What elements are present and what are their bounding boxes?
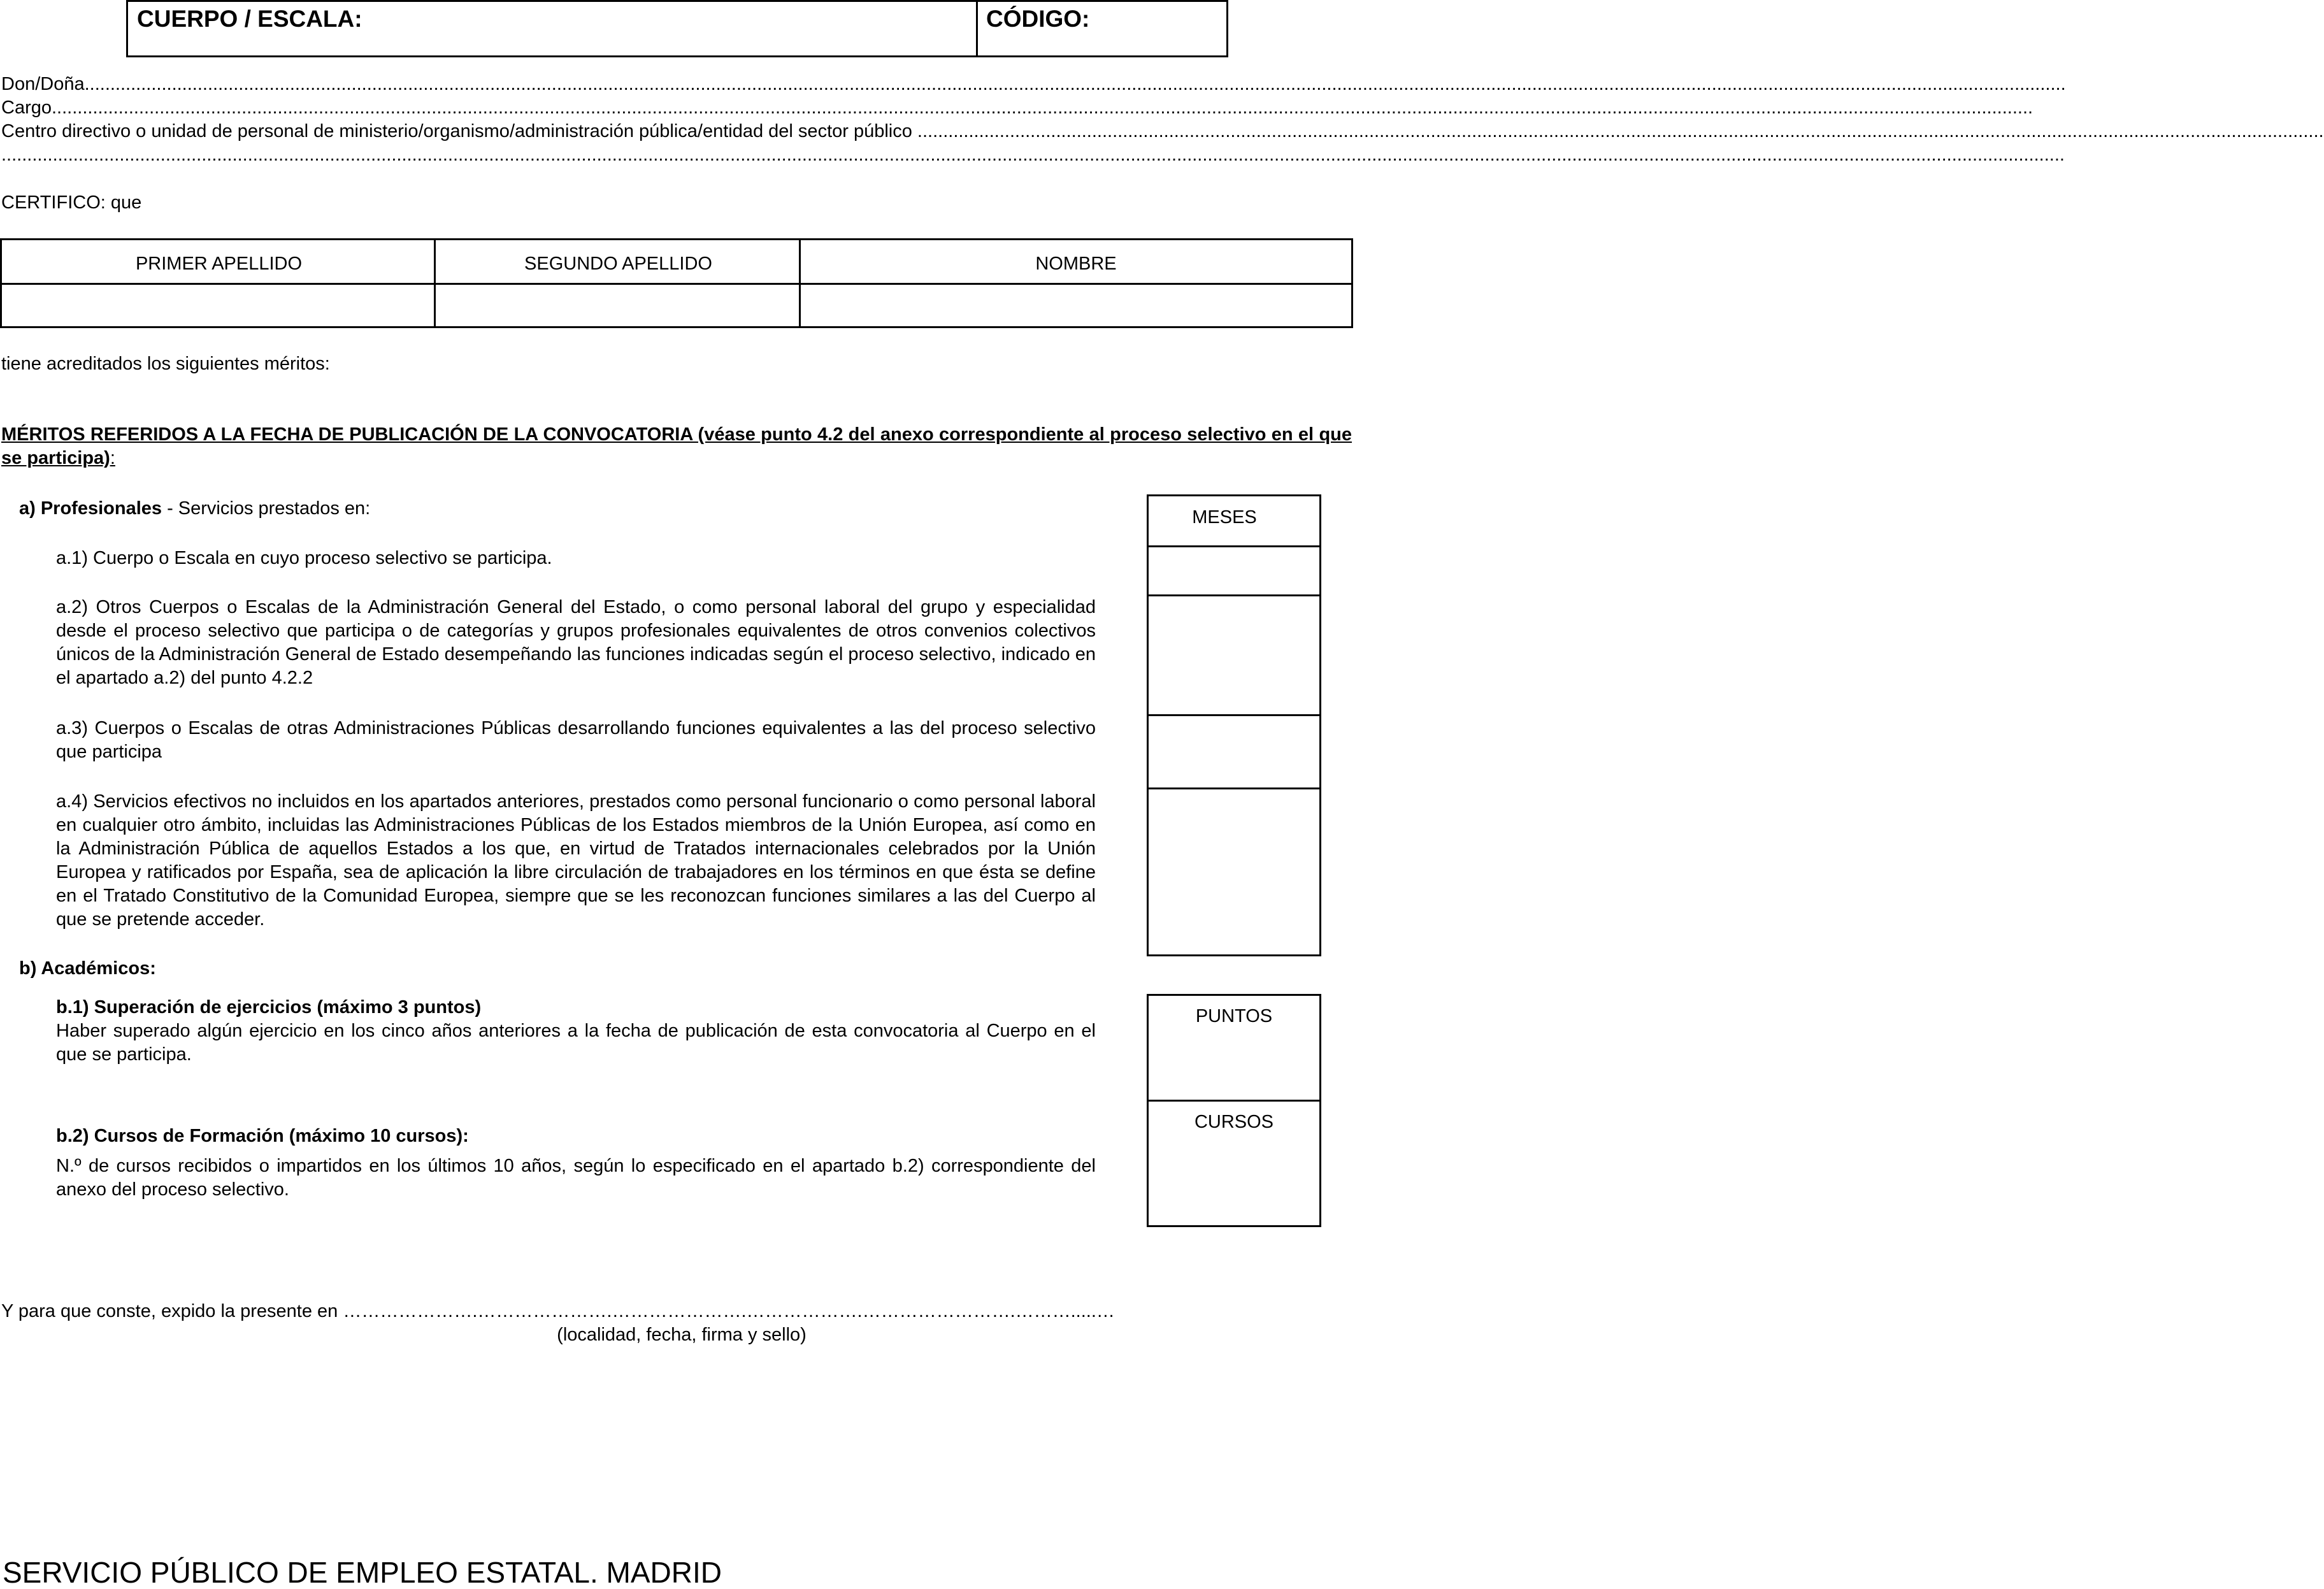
tiene-text: tiene acreditados los siguientes méritos: <box>1 354 330 374</box>
cargo-label: Cargo <box>1 97 52 118</box>
b2-title: b.2) Cursos de Formación (máximo 10 cursos): <box>56 1126 469 1146</box>
closing-subtext: (localidad, fecha, firma y sello) <box>557 1325 807 1345</box>
input-primer-apellido[interactable] <box>2 285 434 326</box>
meses-input-a1[interactable] <box>1149 547 1319 594</box>
meses-input-a3[interactable] <box>1149 716 1319 787</box>
cuerpo-codigo-divider <box>976 2 978 55</box>
a1-text: a.1) Cuerpo o Escala en cuyo proceso selectivo se participa. <box>56 548 552 568</box>
puntos-label: PUNTOS <box>1195 1006 1273 1026</box>
meritos-heading-text: MÉRITOS REFERIDOS A LA FECHA DE PUBLICACIÓN DE LA CONVOCATORIA (véase punto 4.2 del anexo correspondiente al proceso selectivo en el que se participa) <box>1 424 1352 468</box>
a2-text: a.2) Otros Cuerpos o Escalas de la Administración General del Estado, o como personal laboral del grupo y especialidad desde el proceso selectivo que participa o de categorías y grupos profesionales equivalentes de otros convenios colectivos únicos de la Administración General de Estado desempeñando las funciones indicadas según el proceso selectivo, indicado en el apartado a.2) del punto 4.2.2 <box>56 597 1096 688</box>
section-a-label <box>19 497 370 521</box>
meses-input-a4[interactable] <box>1149 789 1319 954</box>
puntos-cursos-box <box>1147 994 1321 1227</box>
b2-text: N.º de cursos recibidos o impartidos en los últimos 10 años, según lo especificado en el apartado b.2) correspondiente del anexo del proceso selectivo. <box>56 1156 1096 1200</box>
meses-box <box>1147 494 1321 956</box>
codigo-label: CÓDIGO: <box>986 6 1090 32</box>
header-nombre: NOMBRE <box>1035 254 1117 274</box>
meritos-heading <box>1 423 1352 470</box>
b1-text: Haber superado algún ejercicio en los cinco años anteriores a la fecha de publicación de esta convocatoria al Cuerpo en el que se participa. <box>56 1021 1096 1065</box>
cuerpo-codigo-box <box>126 0 1228 57</box>
centro-continuation-dots: .................................................................................................................................................................................................................................................................................................................................................................................................................. <box>1 145 2065 165</box>
puntos-cursos-divider <box>1149 1100 1319 1102</box>
centro-field-continuation[interactable] <box>1 143 2065 167</box>
input-segundo-apellido[interactable] <box>436 285 799 326</box>
a3-text: a.3) Cuerpos o Escalas de otras Administraciones Públicas desarrollando funciones equivalentes a las del proceso selectivo que participa <box>56 718 1096 762</box>
meses-input-a2[interactable] <box>1149 596 1319 714</box>
footer-text: SERVICIO PÚBLICO DE EMPLEO ESTATAL. MADRID <box>3 1556 722 1589</box>
cursos-label: CURSOS <box>1194 1112 1274 1132</box>
meritos-heading-colon: : <box>110 448 115 468</box>
puntos-input[interactable] <box>1149 1032 1319 1098</box>
centro-label: Centro directivo o unidad de personal de ministerio/organismo/administración pública/entidad del sector público <box>1 121 917 141</box>
name-table <box>0 238 1353 328</box>
a4-text: a.4) Servicios efectivos no incluidos en los apartados anteriores, prestados como personal funcionario o como personal laboral en cualquier otro ámbito, incluidas las Administraciones Públicas de los Estados miembros de la Unión Europea, así como en la Administración Pública de aquellos Estados a los que, en virtud de Tratados internacionales celebrados por la Unión Europea y ratificados por España, sea de aplicación la libre circulación de trabajadores en los términos en que ésta se define en el Tratado Constitutivo de la Comunidad Europea, siempre que se les reconozcan funciones similares a las del Cuerpo al que se pretende acceder. <box>56 791 1096 930</box>
cuerpo-escala-label: CUERPO / ESCALA: <box>137 6 362 32</box>
certifico-text: CERTIFICO: que <box>1 192 142 213</box>
cargo-dots: .................................................................................................................................................................................................................................................................................................................................................................................................. <box>52 97 2034 118</box>
centro-dots: .................................................................................................................................................................................................................................................................................. <box>917 121 2324 141</box>
cargo-field[interactable] <box>1 96 2034 120</box>
don-dona-field[interactable] <box>1 73 2066 96</box>
header-primer-apellido: PRIMER APELLIDO <box>135 254 303 274</box>
meses-label: MESES <box>1192 507 1257 528</box>
b1-title: b.1) Superación de ejercicios (máximo 3 puntos) <box>56 997 482 1017</box>
section-b-label: b) Académicos: <box>19 958 156 979</box>
cursos-input[interactable] <box>1149 1137 1319 1225</box>
don-dona-dots: .................................................................................................................................................................................................................................................................................................................................................................................................. <box>84 74 2066 94</box>
input-nombre[interactable] <box>801 285 1351 326</box>
section-a-label-bold: a) Profesionales <box>19 498 162 519</box>
centro-field[interactable] <box>1 120 2324 143</box>
section-a-label-rest: - Servicios prestados en: <box>162 498 371 519</box>
don-dona-label: Don/Doña <box>1 74 85 94</box>
header-segundo-apellido: SEGUNDO APELLIDO <box>524 254 712 274</box>
closing-text[interactable]: Y para que conste, expido la presente en ………………….………………….………………….……………….…………………….……….....… <box>1 1301 1115 1321</box>
